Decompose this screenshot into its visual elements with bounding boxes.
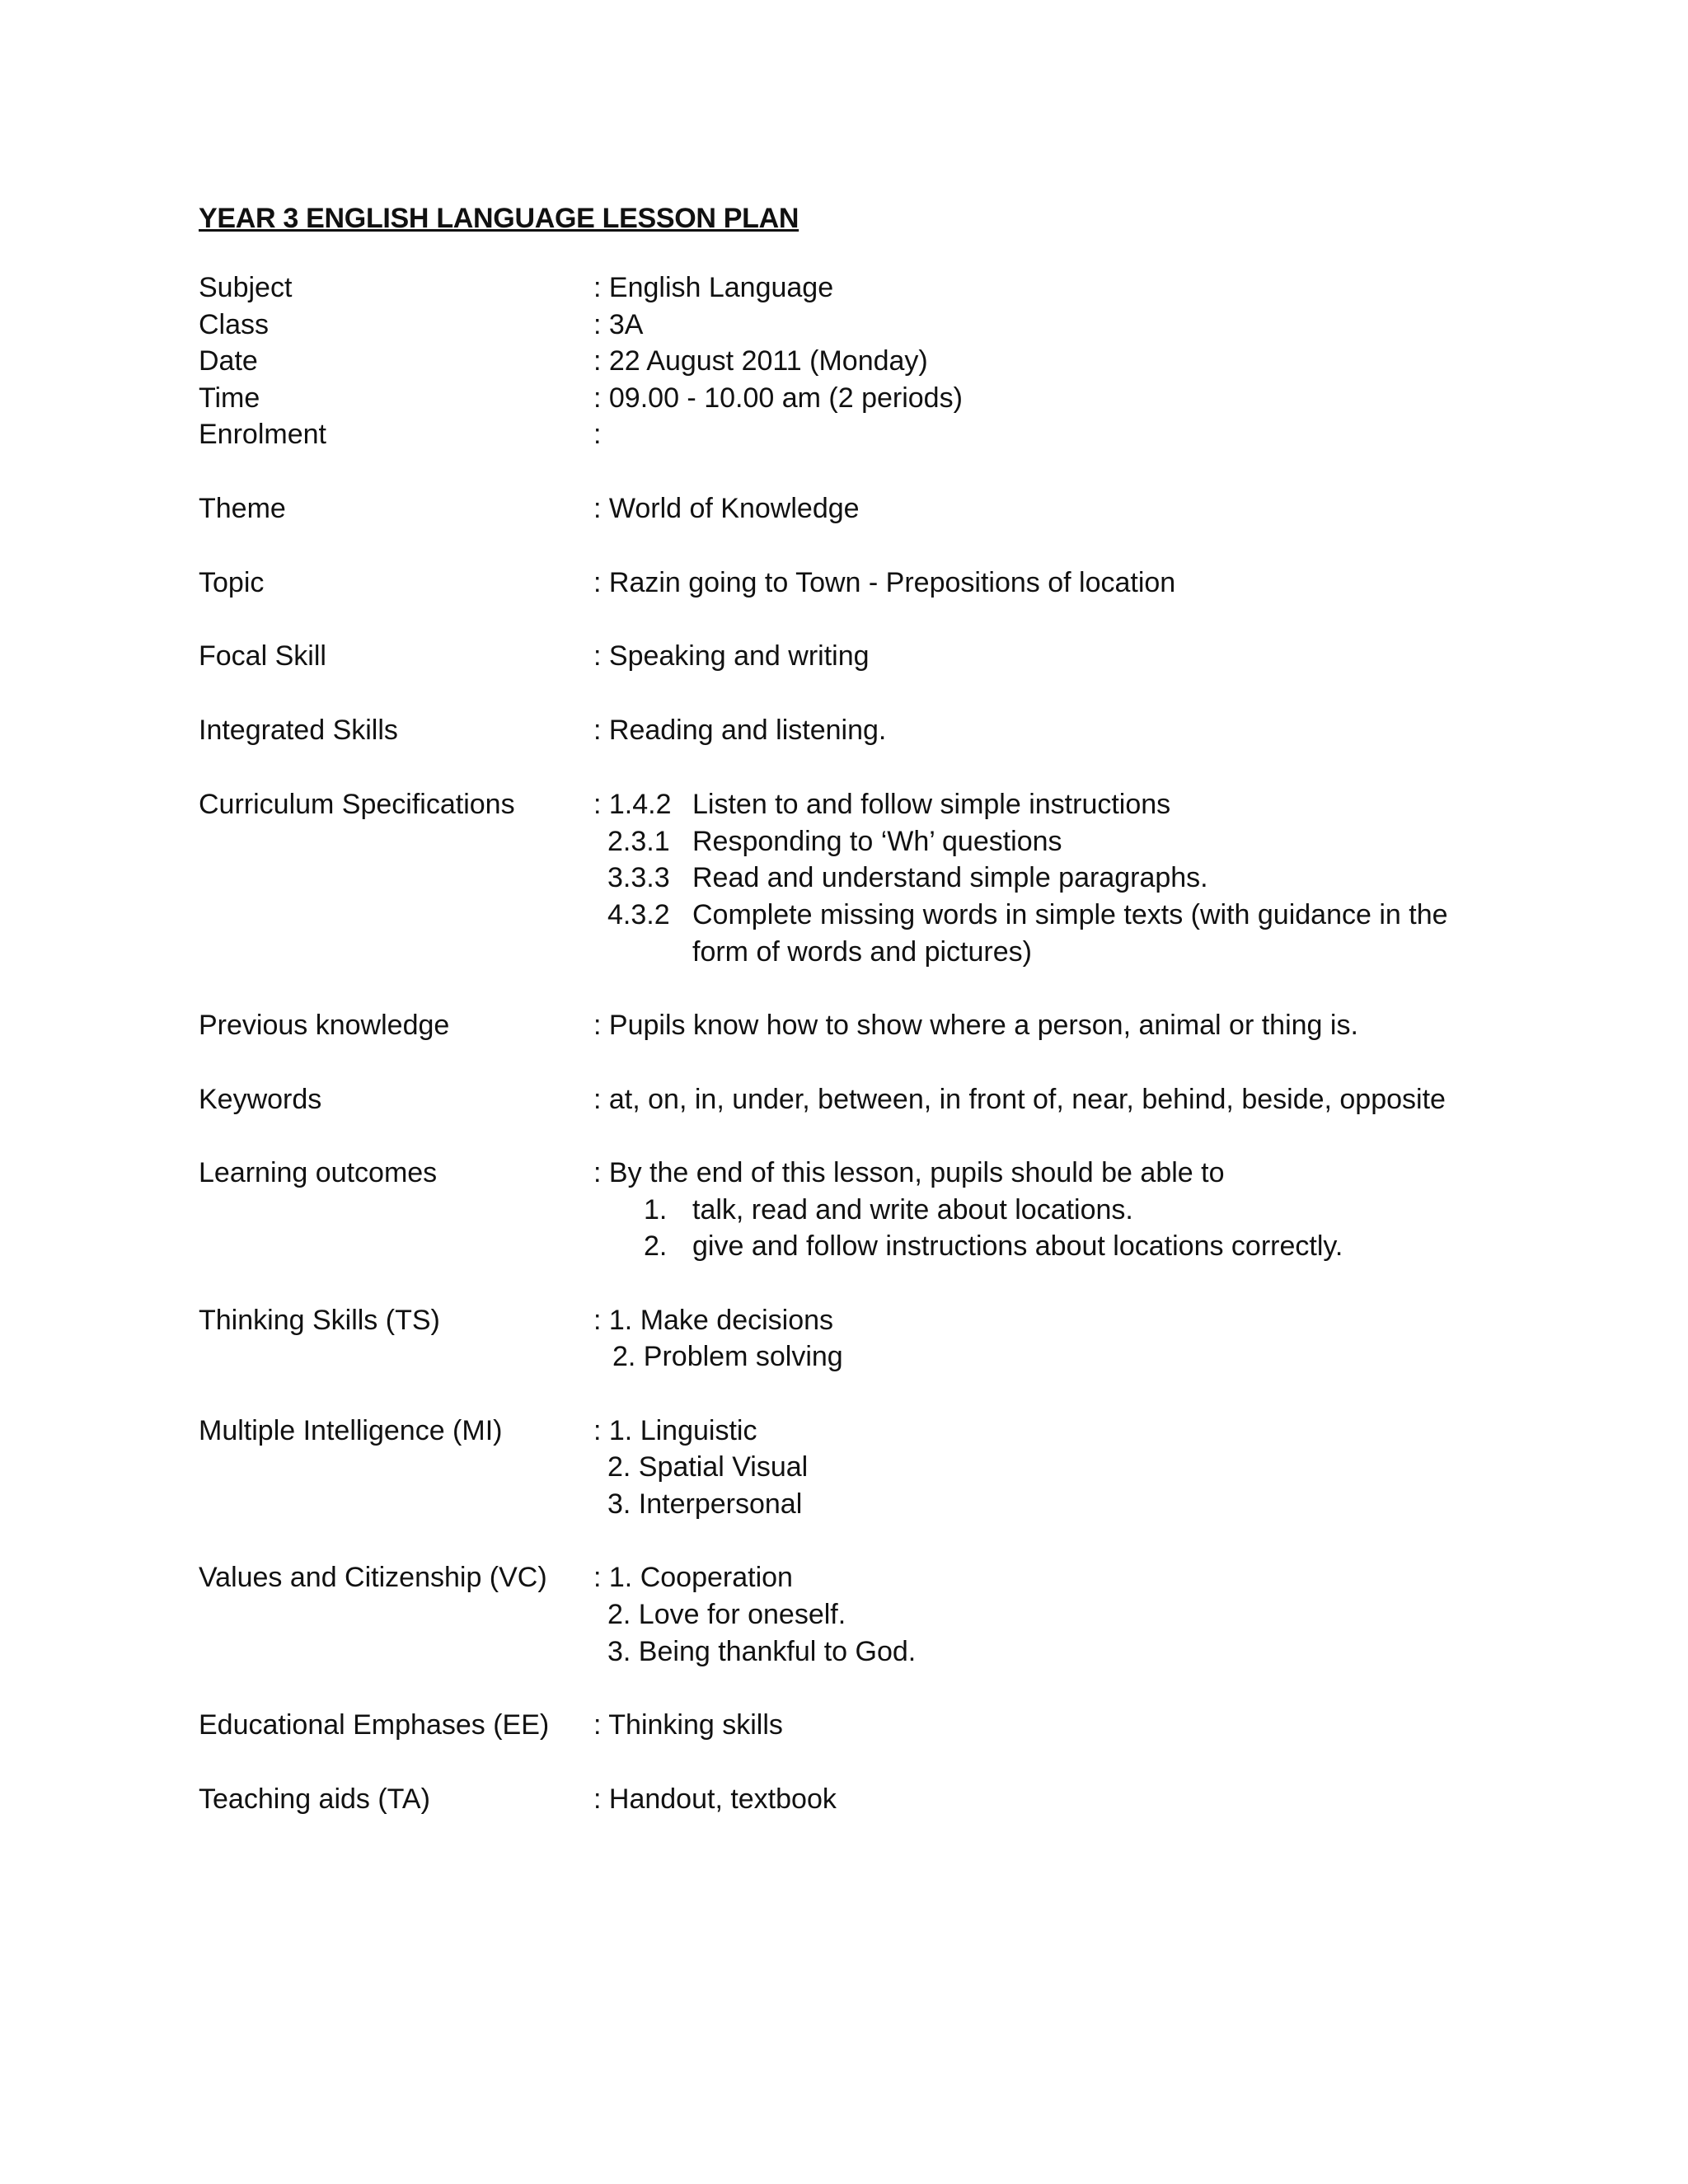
spec-code: 4.3.2: [607, 899, 670, 930]
thinking-skills-label: Thinking Skills (TS): [199, 1305, 440, 1336]
focal-skill-label: Focal Skill: [199, 640, 326, 672]
teaching-aids-value: : Handout, textbook: [593, 1783, 837, 1815]
keywords-value: : at, on, in, under, between, in front of, near, behind, beside, opposite: [593, 1084, 1446, 1115]
curriculum-specifications-label: Curriculum Specifications: [199, 789, 515, 820]
learning-outcome-number: 2.: [644, 1230, 668, 1262]
focal-skill-value: : Speaking and writing: [593, 640, 870, 672]
learning-outcomes-label: Learning outcomes: [199, 1157, 438, 1188]
multiple-intelligence-label: Multiple Intelligence (MI): [199, 1415, 503, 1446]
values-citizenship-item: : 1. Cooperation: [593, 1562, 793, 1593]
spec-text: Listen to and follow simple instructions: [692, 789, 1171, 820]
subject-label: Subject: [199, 272, 293, 303]
theme-value: : World of Knowledge: [593, 493, 860, 524]
enrolment-label: Enrolment: [199, 419, 326, 450]
multiple-intelligence-item: 3. Interpersonal: [607, 1488, 803, 1520]
topic-value: : Razin going to Town - Prepositions of location: [593, 567, 1176, 598]
integrated-skills-value: : Reading and listening.: [593, 715, 887, 746]
page-title: YEAR 3 ENGLISH LANGUAGE LESSON PLAN: [199, 203, 799, 234]
subject-value: : English Language: [593, 272, 834, 303]
spec-code: : 1.4.2: [593, 789, 672, 820]
theme-label: Theme: [199, 493, 286, 524]
educational-emphases-label: Educational Emphases (EE): [199, 1709, 550, 1741]
time-value: : 09.00 - 10.00 am (2 periods): [593, 382, 963, 414]
learning-outcome-text: give and follow instructions about locations correctly.: [692, 1230, 1343, 1262]
spec-text: Responding to ‘Wh’ questions: [692, 826, 1062, 857]
time-label: Time: [199, 382, 260, 414]
date-value: : 22 August 2011 (Monday): [593, 345, 928, 377]
spec-code: 3.3.3: [607, 862, 670, 893]
values-citizenship-item: 3. Being thankful to God.: [607, 1636, 917, 1667]
spec-text: Read and understand simple paragraphs.: [692, 862, 1208, 893]
spec-text-continuation: form of words and pictures): [692, 936, 1032, 968]
enrolment-value: :: [593, 419, 602, 450]
educational-emphases-value: : Thinking skills: [593, 1709, 783, 1741]
keywords-label: Keywords: [199, 1084, 322, 1115]
values-citizenship-label: Values and Citizenship (VC): [199, 1562, 547, 1593]
multiple-intelligence-item: 2. Spatial Visual: [607, 1451, 809, 1483]
thinking-skills-item: : 1. Make decisions: [593, 1305, 834, 1336]
values-citizenship-item: 2. Love for oneself.: [607, 1599, 846, 1630]
previous-knowledge-value: : Pupils know how to show where a person, animal or thing is.: [593, 1010, 1358, 1041]
class-label: Class: [199, 309, 270, 340]
spec-text: Complete missing words in simple texts (with guidance in the: [692, 899, 1448, 930]
teaching-aids-label: Teaching aids (TA): [199, 1783, 430, 1815]
topic-label: Topic: [199, 567, 265, 598]
learning-outcome-number: 1.: [644, 1194, 668, 1226]
learning-outcomes-value: : By the end of this lesson, pupils should be able to: [593, 1157, 1225, 1188]
integrated-skills-label: Integrated Skills: [199, 715, 398, 746]
thinking-skills-item: 2. Problem solving: [612, 1341, 843, 1372]
class-value: : 3A: [593, 309, 644, 340]
date-label: Date: [199, 345, 258, 377]
spec-code: 2.3.1: [607, 826, 670, 857]
previous-knowledge-label: Previous knowledge: [199, 1010, 450, 1041]
learning-outcome-text: talk, read and write about locations.: [692, 1194, 1133, 1226]
multiple-intelligence-item: : 1. Linguistic: [593, 1415, 757, 1446]
